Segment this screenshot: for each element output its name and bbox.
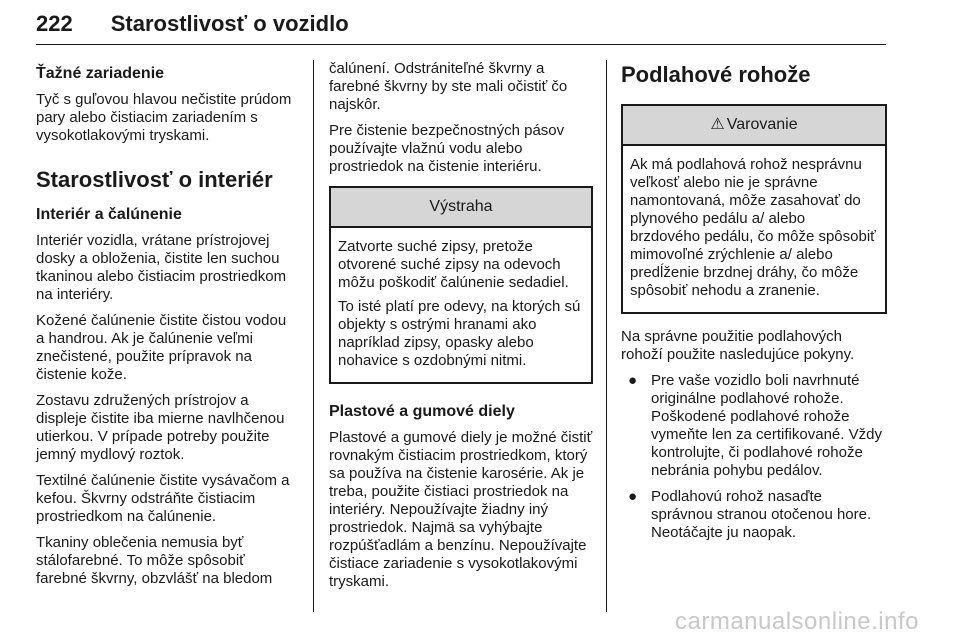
- page-header-title: Starostlivosť o vozidlo: [110, 11, 349, 36]
- list-item: [621, 488, 887, 542]
- section-title-interior-care: Starostlivosť o interiér: [36, 167, 273, 192]
- warning-box: [621, 104, 887, 314]
- column-divider: [313, 60, 314, 612]
- bullet-icon: ●: [628, 372, 638, 389]
- paragraph: čalúnení. Odstrániteľné škvrny a farebné škvrny by ste mali očistiť čo najskôr.: [329, 60, 568, 113]
- watermark: carmanualsonline.info: [675, 608, 919, 635]
- paragraph: Plastové a gumové diely je možné čistiť rovnakým čistiacim prostriedkom, ktorý sa používa na čistenie karosérie. Ak je treba, použite čistiaci prostriedok na interiéry. Nepoužívajte žiadny iný prostriedok. Najmä sa vyhýbajte rozpúšťadlám a benzínu. Nepoužívajte čistiace zariadenie s vysokotlakovými tryskami.: [329, 429, 593, 590]
- list-item-text: Pre vaše vozidlo boli navrhnuté originálne podlahové rohože. Poškodené podlahové rohože vymeňte len za certifikované. Vždy kontrolujte, či podlahové rohože nebránia pohybu pedálov.: [651, 372, 882, 479]
- warning-title: Varovanie: [726, 116, 798, 133]
- notice-title: Výstraha: [331, 188, 591, 228]
- warning-body: [623, 146, 885, 312]
- instruction-list: [621, 372, 887, 542]
- paragraph: Kožené čalúnenie čistite čistou vodou a handrou. Ak je čalúnenie veľmi znečistené, použite prípravok na čistenie kože.: [36, 312, 287, 383]
- page-header: [36, 4, 886, 45]
- paragraph: Tkaniny oblečenia nemusia byť stálofarebné. To môže spôsobiť farebné škvrny, obzvlášť na bledom: [36, 534, 273, 587]
- warning-header: [623, 106, 885, 146]
- paragraph: Na správne použitie podlahových rohoží použite nasledujúce pokyny.: [621, 328, 855, 363]
- bullet-icon: ●: [628, 488, 638, 505]
- column-divider: [606, 60, 607, 612]
- paragraph: Textilné čalúnenie čistite vysávačom a kefou. Škvrny odstráňte čistiacim prostriedkom na čalúnenie.: [36, 472, 290, 525]
- heading-interior-upholstery: Interiér a čalúnenie: [36, 206, 182, 223]
- notice-body: [331, 228, 591, 382]
- notice-paragraph: Zatvorte suché zipsy, pretože otvorené suché zipsy na odevoch môžu poškodiť čalúnenie sedadiel.: [338, 238, 569, 291]
- paragraph: Pre čistenie bezpečnostných pásov používajte vlažnú vodu alebo prostriedok na čistenie interiéru.: [329, 122, 565, 175]
- paragraph: Tyč s guľovou hlavou nečistite prúdom pary alebo čistiacim zariadením s vysokotlakovými tryskami.: [36, 91, 292, 144]
- paragraph: Interiér vozidla, vrátane prístrojovej dosky a obloženia, čistite len suchou tkaninou alebo čistiacim prostriedkom na interiéry.: [36, 232, 287, 303]
- heading-tow-hitch: Ťažné zariadenie: [36, 65, 165, 82]
- list-item: [621, 372, 887, 480]
- heading-plastic-rubber-parts: Plastové a gumové diely: [329, 403, 515, 420]
- warning-text: Ak má podlahová rohož nesprávnu veľkosť alebo nie je správne namontovaná, môže zasahovať do plynového pedálu a/ alebo brzdového pedálu, čo môže spôsobiť mimovoľné zrýchlenie a/ alebo predĺženie brzdnej dráhy, čo môže spôsobiť nehodu a zranenie.: [630, 156, 876, 299]
- paragraph: Zostavu združených prístrojov a displeje čistite iba mierne navlhčenou utierkou. V prípade potreby použite jemný mydlový roztok.: [36, 392, 285, 463]
- warning-triangle-icon: ⚠: [710, 116, 725, 133]
- section-title-floor-mats: Podlahové rohože: [621, 62, 811, 87]
- column-2: [329, 60, 593, 599]
- notice-box: [329, 186, 593, 384]
- column-1: [36, 60, 298, 596]
- notice-paragraph: To isté platí pre odevy, na ktorých sú objekty s ostrými hranami ako napríklad zipsy, opasky alebo nohavice s ozdobnými nitmi.: [338, 298, 581, 369]
- list-item-text: Podlahovú rohož nasaďte správnou stranou otočenou hore. Neotáčajte ju naopak.: [651, 488, 872, 541]
- page-number: 222: [36, 11, 73, 36]
- column-3: [621, 60, 887, 550]
